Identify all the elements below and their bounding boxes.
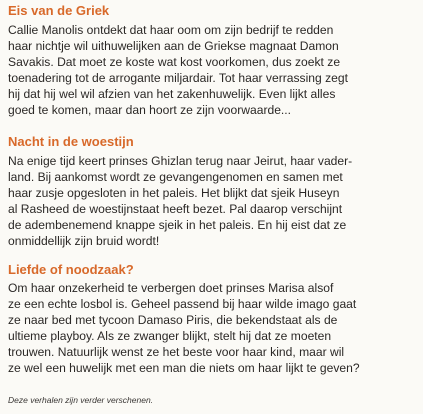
text-line: Callie Manolis ontdekt dat haar oom om zijn bedrijf te redden	[8, 23, 334, 37]
section-title-nacht-in-de-woestijn: Nacht in de woestijn	[8, 134, 134, 149]
text-line: goed te komen, maar dan hoort ze zijn voorwaarde...	[8, 103, 292, 117]
text-line: Om haar onzekerheid te verbergen doet prinses Marisa alsof	[8, 281, 334, 295]
text-line: hij dat hij wel wil afzien van het zakenhuwelijk. Even lijkt alles	[8, 87, 336, 101]
section-title-liefde-of-noodzaak: Liefde of noodzaak?	[8, 262, 134, 277]
text-line: Savakis. Dat moet ze koste wat kost voorkomen, dus zoekt ze	[8, 55, 341, 69]
section-text-nacht-in-de-woestijn	[8, 153, 352, 249]
text-line: ze een echte losbol is. Geheel passend bij haar wilde imago gaat	[8, 297, 357, 311]
text-line: haar nichtje wil uithuwelijken aan de Griekse magnaat Damon	[8, 39, 339, 53]
text-line: al Rasheed de woestijnstaat heeft bezet. Pal daarop verschijnt	[8, 202, 343, 216]
text-line: land. Bij aankomst wordt ze gevangengenomen en samen met	[8, 170, 343, 184]
footnote: Deze verhalen zijn verder verschenen.	[8, 395, 154, 405]
text-line: de adembenemend knappe sjeik in het paleis. En hij eist dat ze	[8, 218, 347, 232]
text-line: onmiddellijk zijn bruid wordt!	[8, 234, 160, 248]
text-line: toenadering tot de arrogante miljardair. Tot haar verrassing zegt	[8, 71, 348, 85]
text-line: ze wel een huwelijk met een man die niets om haar lijkt te geven?	[8, 361, 360, 375]
section-text-liefde-of-noodzaak	[8, 280, 360, 376]
section-title-eis-van-de-griek: Eis van de Griek	[8, 3, 110, 18]
text-line: Na enige tijd keert prinses Ghizlan terug naar Jeirut, haar vader-	[8, 154, 353, 168]
text-line: ze naar bed met tycoon Damaso Piris, die bekendstaat als de	[8, 313, 338, 327]
section-text-eis-van-de-griek	[8, 22, 348, 118]
text-line: trouwen. Natuurlijk wenst ze het beste voor haar kind, maar wil	[8, 345, 345, 359]
text-line: haar zusje opgesloten in het paleis. Het blijkt dat sjeik Huseyn	[8, 186, 340, 200]
text-line: ultieme playboy. Als ze zwanger blijkt, stelt hij dat ze moeten	[8, 329, 332, 343]
